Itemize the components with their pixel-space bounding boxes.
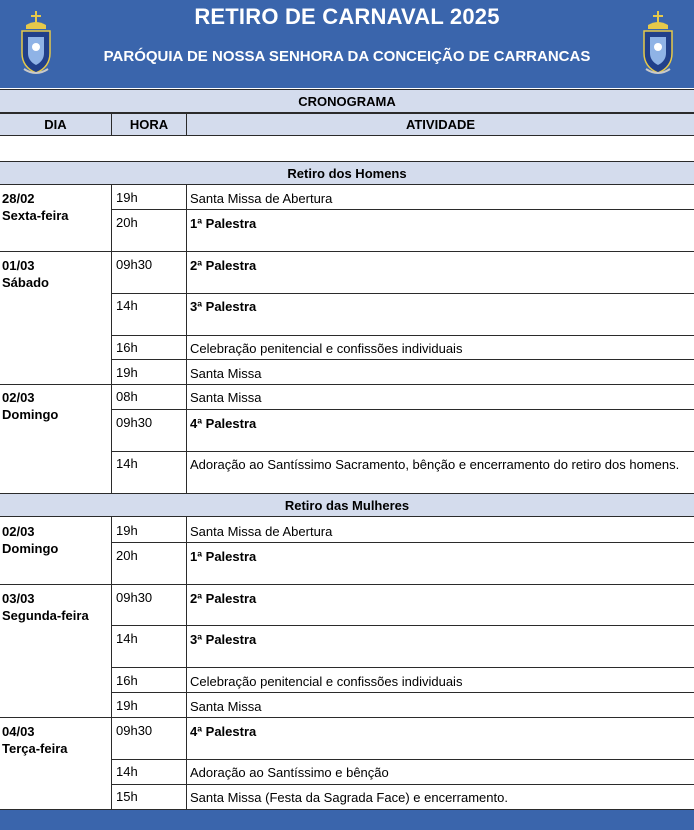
- column-header-dia: DIA: [44, 117, 67, 132]
- time-cell: 20h: [116, 548, 138, 563]
- table-divider: [111, 185, 112, 493]
- day-cell: [2, 590, 89, 624]
- row-divider: [111, 293, 694, 294]
- section-title: Retiro dos Homens: [0, 161, 694, 185]
- day-date: 28/02: [2, 191, 35, 206]
- row-divider: [0, 717, 694, 718]
- day-cell: [2, 723, 68, 757]
- time-cell: 19h: [116, 190, 138, 205]
- activity-cell: Santa Missa: [190, 390, 262, 405]
- row-divider: [0, 251, 694, 252]
- day-weekday: Domingo: [2, 407, 59, 422]
- activity-cell: Celebração penitencial e confissões individuais: [190, 341, 463, 356]
- activity-cell: Santa Missa de Abertura: [190, 524, 333, 539]
- time-cell: 09h30: [116, 257, 153, 272]
- time-cell: 08h: [116, 389, 138, 404]
- section-title: Retiro das Mulheres: [0, 493, 694, 517]
- time-cell: 14h: [116, 298, 138, 313]
- day-cell: [2, 389, 58, 423]
- column-header-hora: HORA: [129, 117, 169, 132]
- table-header: [0, 113, 694, 136]
- activity-cell: 4ª Palestra: [190, 416, 257, 431]
- time-cell: 19h: [116, 523, 138, 538]
- table-divider: [186, 517, 187, 809]
- time-cell: 09h30: [116, 723, 153, 738]
- activity-cell: 1ª Palestra: [190, 549, 257, 564]
- row-divider: [111, 625, 694, 626]
- activity-cell: 3ª Palestra: [190, 299, 257, 314]
- day-date: 03/03: [2, 591, 35, 606]
- column-header-atividade: ATIVIDADE: [405, 117, 476, 132]
- time-cell: 16h: [116, 673, 138, 688]
- table-divider: [186, 113, 187, 136]
- time-cell: 19h: [116, 698, 138, 713]
- row-divider: [111, 359, 694, 360]
- row-divider: [111, 409, 694, 410]
- day-date: 02/03: [2, 390, 35, 405]
- time-cell: 14h: [116, 631, 138, 646]
- day-cell: [2, 523, 58, 557]
- activity-cell: 1ª Palestra: [190, 216, 257, 231]
- page-footer: [0, 810, 694, 830]
- activity-cell: Adoração ao Santíssimo e bênção: [190, 765, 389, 780]
- time-cell: 09h30: [116, 415, 153, 430]
- time-cell: 15h: [116, 789, 138, 804]
- row-divider: [111, 335, 694, 336]
- day-weekday: Domingo: [2, 541, 59, 556]
- table-divider: [111, 113, 112, 136]
- row-divider: [0, 384, 694, 385]
- crest-icon: [640, 9, 676, 79]
- row-divider: [0, 584, 694, 585]
- activity-cell: Santa Missa: [190, 366, 262, 381]
- schedule-title: CRONOGRAMA: [0, 89, 694, 113]
- table-divider: [111, 517, 112, 809]
- row-divider: [111, 542, 694, 543]
- row-divider: [111, 759, 694, 760]
- row-divider: [111, 784, 694, 785]
- time-cell: 14h: [116, 456, 138, 471]
- day-cell: [2, 190, 68, 224]
- day-weekday: Segunda-feira: [2, 608, 89, 623]
- activity-cell: 2ª Palestra: [190, 591, 257, 606]
- page-title: RETIRO DE CARNAVAL 2025: [194, 4, 500, 29]
- day-cell: [2, 257, 49, 291]
- row-divider: [111, 209, 694, 210]
- table-divider: [186, 185, 187, 493]
- activity-cell: Santa Missa: [190, 699, 262, 714]
- page-header: [0, 0, 694, 88]
- time-cell: 09h30: [116, 590, 153, 605]
- day-date: 04/03: [2, 724, 35, 739]
- row-divider: [111, 667, 694, 668]
- activity-cell: Adoração ao Santíssimo Sacramento, bênção e encerramento do retiro dos homens.: [190, 457, 680, 472]
- activity-cell: Santa Missa de Abertura: [190, 191, 333, 206]
- page-subtitle: PARÓQUIA DE NOSSA SENHORA DA CONCEIÇÃO DE CARRANCAS: [103, 48, 591, 65]
- row-divider: [111, 451, 694, 452]
- day-date: 02/03: [2, 524, 35, 539]
- time-cell: 19h: [116, 365, 138, 380]
- activity-cell: Celebração penitencial e confissões individuais: [190, 674, 463, 689]
- day-weekday: Terça-feira: [2, 741, 68, 756]
- activity-cell: 4ª Palestra: [190, 724, 257, 739]
- day-weekday: Sexta-feira: [2, 208, 69, 223]
- activity-cell: Santa Missa (Festa da Sagrada Face) e encerramento.: [190, 790, 508, 805]
- day-weekday: Sábado: [2, 275, 49, 290]
- activity-cell: 2ª Palestra: [190, 258, 257, 273]
- time-cell: 20h: [116, 215, 138, 230]
- day-date: 01/03: [2, 258, 35, 273]
- activity-cell: 3ª Palestra: [190, 632, 257, 647]
- time-cell: 14h: [116, 764, 138, 779]
- row-divider: [111, 692, 694, 693]
- time-cell: 16h: [116, 340, 138, 355]
